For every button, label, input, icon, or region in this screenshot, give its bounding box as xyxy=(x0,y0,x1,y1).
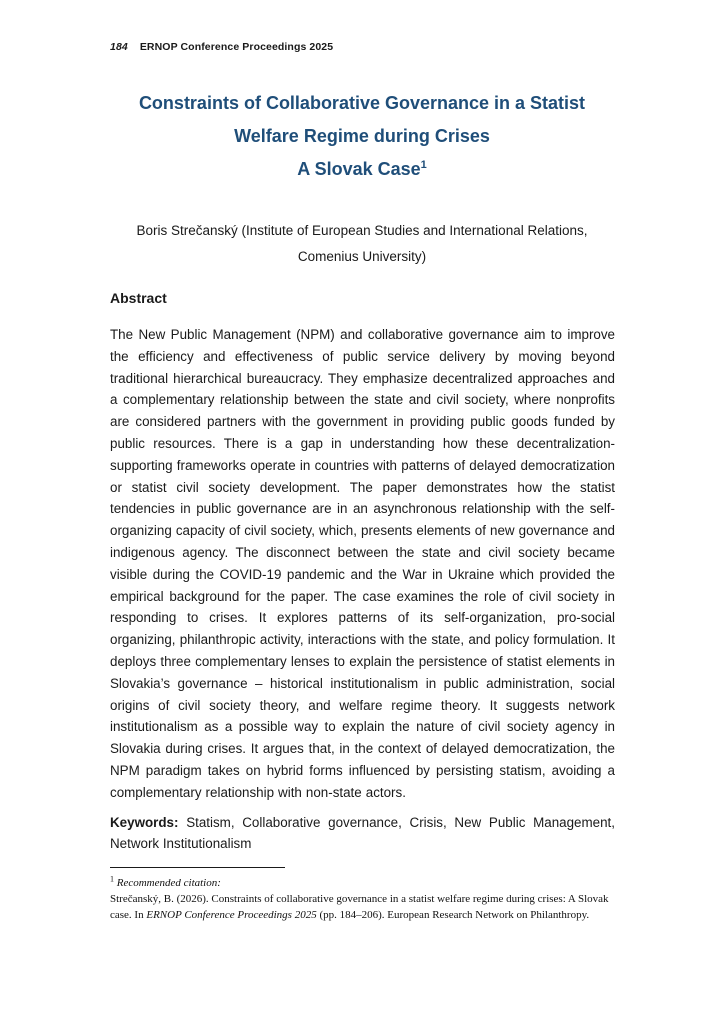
paper-title xyxy=(84,87,640,186)
running-header xyxy=(110,41,333,53)
footnote-citation-pre: Strečanský, B. (2026). Constraints of collaborative governance in a statist welfare regime during crises: A Slovak case. In xyxy=(110,893,609,922)
footnote-marker: 1 xyxy=(110,874,114,884)
title-line-1: Constraints of Collaborative Governance in a Statist xyxy=(138,93,586,113)
footnote-citation-italic: ERNOP Conference Proceedings 2025 xyxy=(146,909,317,922)
proceedings-title: ERNOP Conference Proceedings 2025 xyxy=(139,41,334,53)
footnote xyxy=(110,875,615,923)
abstract-heading: Abstract xyxy=(110,290,167,306)
footnote-citation xyxy=(110,891,615,923)
footnote-label: Recommended citation: xyxy=(116,877,221,890)
abstract-body: The New Public Management (NPM) and collaborative governance aim to improve the efficiency and effectiveness of public service delivery by moving beyond traditional hierarchical bureaucracy. They emphasize decentralized approaches and a complementary relationship between the state and civil society, where nonprofits are considered partners with the government in providing public goods funded by public resources. There is a gap in understanding how these decentralization-supporting frameworks operate in countries with patterns of delayed democratization or statist civil society development. The paper demonstrates how the statist tendencies in public governance are in an asynchronous relationship with the self-organizing capacity of civil society, which, presents elements of new governance and indigenous agency. The disconnect between the state and civil society became visible during the COVID-19 pandemic and the War in Ukraine which provided the empirical background for the paper. The case examines the role of civil society in responding to crises. It explores patterns of its self-organization, pro-social organizing, philanthropic activity, interactions with the state, and policy formulation. It deploys three complementary lenses to explain the persistence of statist elements in Slovakia’s governance – historical institutionalism in public administration, social origins of civil society theory, and welfare regime theory. It suggests network institutionalism as a possible way to explain the nature of civil society agency in Slovakia during crises. It argues that, in the context of delayed democratization, the NPM paradigm takes on hybrid forms influenced by persisting statism, avoiding a complementary relationship with non-state actors. xyxy=(110,327,615,800)
title-line-2: Welfare Regime during Crises xyxy=(234,126,490,146)
author-line-2: Comenius University) xyxy=(297,249,427,264)
author-line-1: Boris Strečanský (Institute of European Studies and International Relations, xyxy=(136,223,588,238)
footnote-separator xyxy=(110,867,285,868)
author-block xyxy=(84,218,640,270)
title-line-3 xyxy=(84,153,640,186)
keywords-line xyxy=(110,812,615,856)
title-footnote-marker: 1 xyxy=(420,159,427,171)
footnote-citation-post: (pp. 184–206). European Research Network on Philanthropy. xyxy=(316,909,590,922)
page-number: 184 xyxy=(110,41,128,53)
keywords-text: Statism, Collaborative governance, Crisis, New Public Management, Network Institutionalism xyxy=(110,814,615,852)
body-flow xyxy=(110,324,615,923)
keywords-label: Keywords: xyxy=(110,814,179,830)
footnote-label-line xyxy=(110,875,615,891)
title-line-3-text: A Slovak Case xyxy=(297,159,421,179)
